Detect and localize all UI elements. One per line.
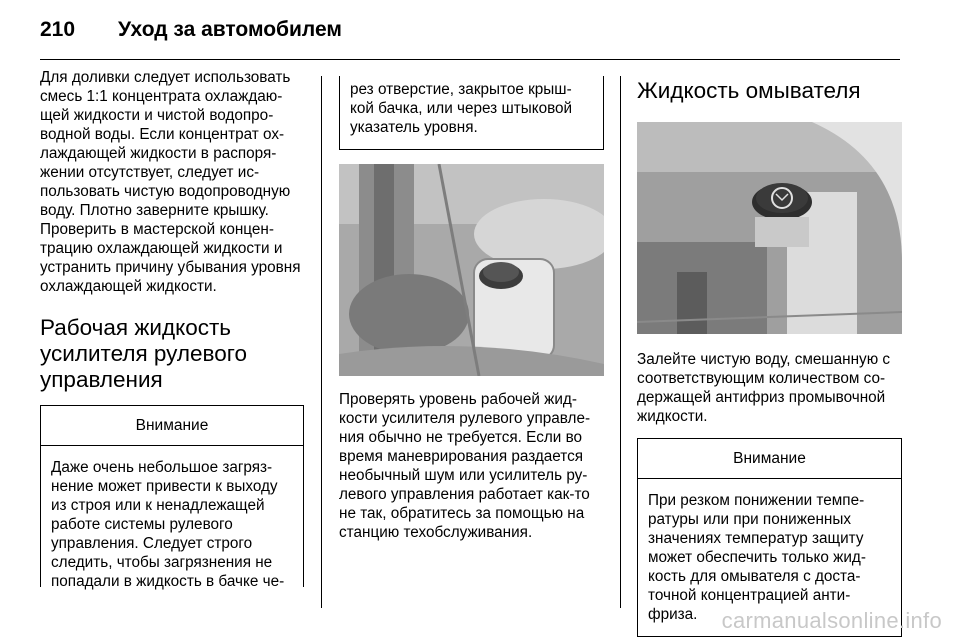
watermark: carmanualsonline.info [721, 608, 942, 633]
page-number: 210 [40, 18, 76, 41]
washer-fluid-paragraph: Залейте чистую воду, смешанную с соответствующим количеством со- держащей антифриз промывочной жидкости. [637, 351, 891, 425]
notice-title: Внимание [638, 439, 901, 479]
washer-reservoir-image [637, 122, 902, 334]
steering-reservoir-photo [339, 164, 604, 376]
notice-title: Внимание [41, 406, 303, 446]
power-steering-paragraph: Проверять уровень рабочей жид- кости усилителя рулевого управле- ния обычно не требуется. Если во время маневрирования раздается необычный шум или усилитель ру- левого управления работает как-то не так, обратитесь за помощью на станцию техобслуживания. [339, 391, 591, 541]
power-steering-heading: Рабочая жидкость усилителя рулевого управления [40, 315, 247, 392]
coolant-intro-paragraph: Для доливки следует использовать смесь 1:1 концентрата охлаждаю- щей жидкости и чистой водопро- водной воды. Если концентрат ох- лаждающей жидкости в распоря- жении отсутствует, следует ис- пользовать чистую водопроводную воду. Плотно заверните крышку. Проверить в мастерской концен- трацию охлаждающей жидкости и устранить причину убывания уровня охлаждающей жидкости. [40, 69, 301, 295]
washer-reservoir-photo [637, 122, 902, 334]
column-divider-2 [620, 76, 621, 608]
notice-continuation-text: рез отверстие, закрытое крыш- кой бачка, или через штыковой указатель уровня. [350, 81, 573, 136]
notice-text: При резком понижении темпе- ратуры или при пониженных значениях температур защиту может обеспечить только жид- кость для омывателя с доста- точной концентрацией анти- фриза. [648, 492, 866, 623]
column-3 [622, 68, 902, 637]
header-rule [40, 59, 900, 60]
page-header [40, 18, 342, 50]
column-2 [339, 68, 604, 542]
column-divider-1 [321, 76, 322, 608]
steering-reservoir-image [339, 164, 604, 376]
column-1 [40, 68, 304, 590]
washer-fluid-heading: Жидкость омывателя [637, 78, 861, 103]
power-steering-notice [40, 405, 304, 590]
chapter-title: Уход за автомобилем [118, 18, 342, 41]
notice-text: Даже очень небольшое загряз- нение может привести к выходу из строя или к ненадлежащей работе системы рулевого управления. Следует строго следить, чтобы загрязнения не попадали в жидкость в бачке че- [51, 459, 285, 590]
notice-continuation-box [339, 76, 604, 150]
